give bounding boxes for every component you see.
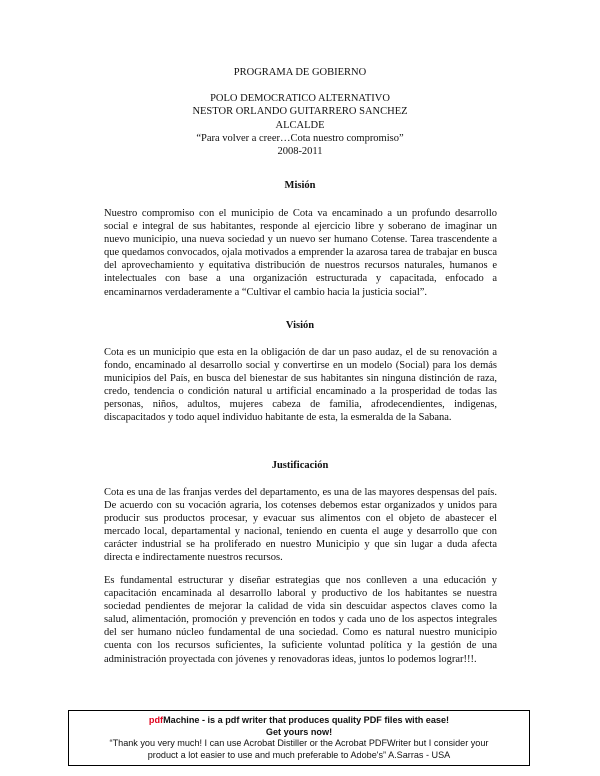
header-slogan: “Para volver a creer…Cota nuestro compromiso” <box>196 132 404 144</box>
footer-tagline: Machine - is a pdf writer that produces quality PDF files with ease! <box>163 715 450 725</box>
header-position: ALCALDE <box>275 119 325 131</box>
footer-quote-line-2: product a lot easier to use and much preferable to Adobe's” A.Sarras - USA <box>147 749 451 760</box>
header-program-title: PROGRAMA DE GOBIERNO <box>233 67 367 78</box>
header-party: POLO DEMOCRATICO ALTERNATIVO <box>210 93 390 105</box>
vision-paragraph: Cota es un municipio que esta en la obligación de dar un paso audaz, el de su renovación a fondo, encaminado al desarrollo social y convertirse en un modelo (Social) para los demás municipios del País, en busca del bienestar de sus habitantes sin ninguna distinción de raza, credo, tendencia o condición natural u artificial encaminado a la prosperidad de todas las personas, niños, adultos, mujeres cabeza de familia, afrodecendientes, indigenas, discapacitados y todo aquel individuo habitante de esta, la esmeralda de la Sabana. <box>104 347 497 424</box>
header-candidate: NESTOR ORLANDO GUITARRERO SANCHEZ <box>192 106 408 118</box>
header-period: 2008-2011 <box>277 146 323 158</box>
footer-get-yours-link[interactable]: Get yours now! <box>265 726 333 737</box>
vision-heading: Visión <box>285 320 315 331</box>
mision-heading: Misión <box>284 180 316 191</box>
justificacion-heading: Justificación <box>271 460 329 471</box>
mision-paragraph: Nuestro compromiso con el municipio de Cota va encaminado a un profundo desarrollo social e integral de sus habitantes, responde al ejercicio libre y soberano de imaginar un nuevo municipio, una nueva sociedad y un nuevo ser humano Cotense. Tarea trascendente a que quedamos convocados, ojala motivados a emprender la azarosa tarea de trabajar en busca del aprovechamiento y equitativa distribución de nuestros recursos naturales, humanos e intelectuales con base a una organización estructurada y capacitada, enfocado a encaminarnos verdaderamente a “Cultivar el cambio hacia la justicia social”. <box>104 208 497 298</box>
justificacion-paragraph-1: Cota es una de las franjas verdes del departamento, es una de las mayores despensas del país. De acuerdo con su vocación agraria, los cotenses debemos estar organizados y unidos para producir sus productos procesar, y evacuar sus alimentos con el objeto de abastecer el mercado local, departamental y nacional, teniendo en cuenta el auge y desarrollo que con carácter industrial se ha proliferado en nuestro Municipio y que sin lugar a duda afecta directa e indirectamente nuestros recursos. <box>104 487 497 564</box>
justificacion-paragraph-2: Es fundamental estructurar y diseñar estrategias que nos conlleven a una educación y capacitación encaminada al desarrollo laboral y productivo de los habitantes se nuestra sociedad pendientes de mejorar la calidad de vida sin descuidar aspectos claves como la salud, alimentación, promoción y prevención en todos y cada uno de los aspectos integrales del ser humano núcleo fundamental de una sociedad. Como es natural nuestro municipio cuenta con los recursos suficientes, la suficiente voluntad política y la gestión de una administración proyectada con jóvenes y renovadoras ideas, juntos lo podemos lograr!!!. <box>104 575 497 665</box>
footer-brand-pdf: pdf <box>148 715 164 725</box>
document-header <box>0 66 600 158</box>
footer-quote-line-1: “Thank you very much! I can use Acrobat Distiller or the Acrobat PDFWriter but I consider your <box>109 738 489 749</box>
footer-line-1 <box>69 715 529 727</box>
pdfmachine-footer-banner <box>68 710 530 766</box>
